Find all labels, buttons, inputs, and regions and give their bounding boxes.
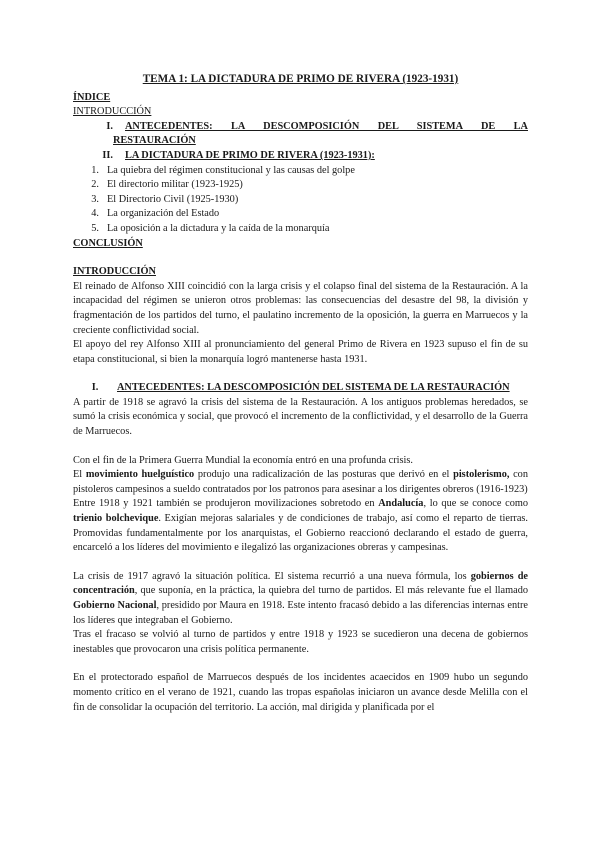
section-1-paragraph-3: [73, 468, 528, 497]
text-run: , presidido por Maura en 1918. Este intento fracasó debido a las diferencias internas entre los líderes que integraban el Gobierno.: [73, 600, 528, 626]
index-subitem: [73, 178, 528, 193]
index-subitem: [73, 222, 528, 237]
bold-term: pistolerismo,: [453, 469, 510, 481]
index-subitem-text: La quiebra del régimen constitucional y las causas del golpe: [107, 164, 355, 176]
index-subitem-number: 5.: [91, 222, 99, 234]
document-page: [73, 72, 528, 715]
intro-paragraph-2: El apoyo del rey Alfonso XIII al pronunciamiento del general Primo de Rivera en 1923 supuso el fin de su etapa constitucional, si bien la monarquía logró mantenerse hasta 1931.: [73, 339, 528, 365]
index-subitem-number: 2.: [91, 179, 99, 191]
spacer: [73, 251, 528, 265]
text-run: con pistoleros campesinos a sueldo contratados por los patronos para asesinar a los dirigentes obreros (1916-1923): [73, 469, 528, 495]
spacer: [73, 440, 528, 454]
index-subitem-number: 3.: [91, 193, 99, 205]
spacer: [73, 657, 528, 671]
index-intro: INTRODUCCIÓN: [73, 106, 152, 118]
index-heading: ÍNDICE: [73, 91, 111, 103]
text-run: , que suponía, en la práctica, la quiebra del turno de partidos. El más relevante fue el llamado: [134, 585, 528, 597]
index-subitem-text: La oposición a la dictadura y la caída de la monarquía: [107, 222, 330, 234]
index-subitem-number: 1.: [91, 164, 99, 176]
text-run: La crisis de 1917 agravó la situación política. El sistema recurrió a una nueva fórmula, los: [73, 570, 471, 582]
section-1-paragraph-4: [73, 497, 528, 555]
section-1-paragraph-1: A partir de 1918 se agravó la crisis del sistema de la Restauración. A los antiguos problemas heredados, se sumó la crisis económica y social, que provocó el incremento de la conflictividad, y el desarrollo de la Guerra de Marruecos.: [73, 396, 528, 438]
section-1-heading: [73, 381, 528, 396]
spacer: [73, 556, 528, 570]
section-1-title: ANTECEDENTES: LA DESCOMPOSICIÓN DEL SISTEMA DE LA RESTAURACIÓN: [117, 382, 510, 394]
intro-paragraph-1: El reinado de Alfonso XIII coincidió con la larga crisis y el colapso final del sistema de la Restauración. A la incapacidad del régimen se unieron otros problemas: las consecuencias del desastre del 98, la división y fragmentación de los partidos del turno, el paulatino incremento de la oposición, la guerra en Marruecos y la creciente conflictividad social.: [73, 280, 528, 336]
index-section-1-number: I.: [106, 120, 113, 132]
text-run: , lo que se conoce como: [423, 498, 528, 510]
index-section-1-title-cont: RESTAURACIÓN: [113, 135, 196, 147]
index-section-2-title: LA DICTADURA DE PRIMO DE RIVERA (1923-1931):: [125, 149, 375, 161]
index-section-2-number: II.: [102, 149, 113, 161]
index-subitem: [73, 164, 528, 179]
bold-term: movimiento huelguístico: [85, 469, 195, 481]
bold-term: gobiernos de concentración: [73, 570, 528, 597]
index-subitem-text: El Directorio Civil (1925-1930): [107, 193, 239, 205]
index-section-1: [73, 120, 528, 135]
spacer: [73, 367, 528, 381]
section-1-number: I.: [91, 382, 99, 394]
bold-term: Gobierno Nacional: [73, 600, 157, 611]
document-title: TEMA 1: LA DICTADURA DE PRIMO DE RIVERA (1923-1931): [142, 73, 459, 85]
index-subitem-number: 4.: [91, 208, 99, 220]
bold-term: trienio bolchevique: [73, 513, 159, 525]
text-run: produjo una radicalización de las posturas que derivó en el: [194, 469, 454, 481]
section-1-paragraph-7: En el protectorado español de Marruecos después de los incidentes acaecidos en 1909 hubo un segundo momento crítico en el verano de 1921, cuando las tropas españolas iniciaron un avance desde Melilla con el fin de consolidar la ocupación del territorio. La acción, mal dirigida y planificada por el: [73, 672, 528, 713]
section-1-paragraph-6: Tras el fracaso se volvió al turno de partidos y entre 1918 y 1923 se sucedieron una decena de gobiernos inestables que provocaron una crisis política permanente.: [73, 629, 528, 655]
section-1-paragraph-2: Con el fin de la Primera Guerra Mundial la economía entró en una profunda crisis.: [73, 454, 413, 466]
section-1-paragraph-5: [73, 570, 528, 628]
index-subitem-text: El directorio militar (1923-1925): [107, 179, 243, 191]
text-run: Entre 1918 y 1921 también se produjeron movilizaciones sobretodo en: [73, 498, 379, 510]
index-conclusion: CONCLUSIÓN: [73, 237, 143, 249]
text-run: El: [73, 469, 86, 481]
text-run: . Exigían mejoras salariales y de condiciones de trabajo, así como el reparto de tierras. Promovidas fundamentalmente por los anarquistas, el Gobierno reaccionó declarando el estado de guerra, encarceló a los líderes del movimiento e ilegalizó las organizaciones obreras y campesinas.: [73, 513, 528, 554]
index-section-2: [73, 149, 528, 164]
bold-term: Andalucía: [378, 498, 424, 510]
index-section-1-title: ANTECEDENTES: LA DESCOMPOSICIÓN DEL SISTEMA DE LA: [125, 120, 528, 132]
index-subitem-text: La organización del Estado: [107, 208, 220, 220]
index-subitem: [73, 207, 528, 222]
index-subitem: [73, 193, 528, 208]
intro-heading: INTRODUCCIÓN: [73, 266, 156, 278]
